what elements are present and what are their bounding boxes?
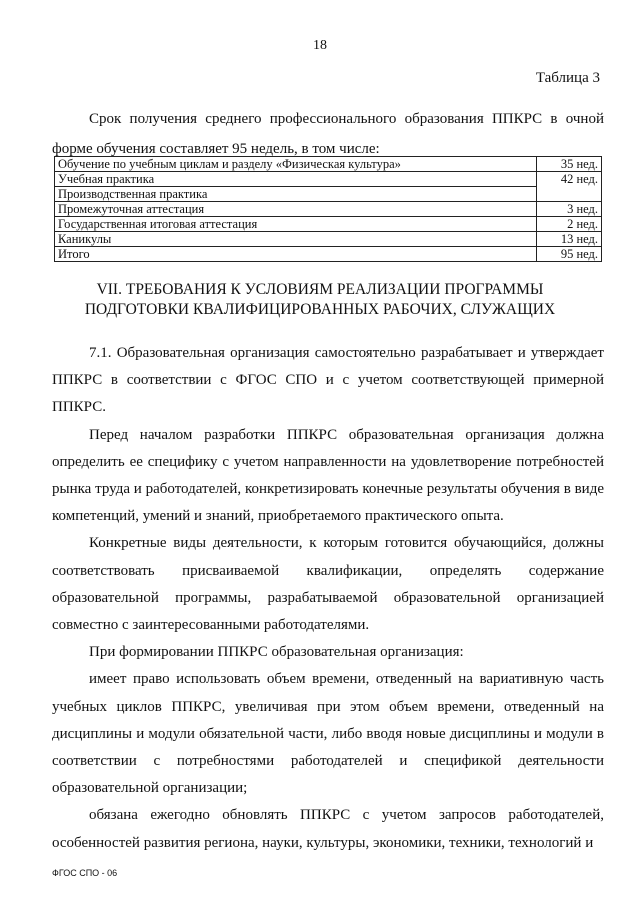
paragraph: обязана ежегодно обновлять ППКРС с учетом запросов работодателей, особенностей развития региона, науки, культуры, экономики, техники, технологий и <box>52 807 604 851</box>
row-value: 42 нед. <box>537 172 602 187</box>
table-row <box>55 172 602 187</box>
intro-paragraph: Срок получения среднего профессионального образования ППКРС в очной форме обучения составляет 95 недель, в том числе: <box>52 111 604 157</box>
section-heading <box>0 280 640 320</box>
section-heading-line1: VII. ТРЕБОВАНИЯ К УСЛОВИЯМ РЕАЛИЗАЦИИ ПРОГРАММЫ <box>96 281 544 298</box>
table-row <box>55 157 602 172</box>
table-row <box>55 187 602 202</box>
paragraph: При формировании ППКРС образовательная организация: <box>89 644 464 661</box>
table-label: Таблица 3 <box>535 70 600 86</box>
paragraph: 7.1. Образовательная организация самостоятельно разрабатывает и утверждает ППКРС в соответствии с ФГОС СПО и с учетом соответствующей примерной ППКРС. <box>52 345 604 416</box>
row-label: Учебная практика <box>55 172 537 187</box>
paragraph: Перед началом разработки ППКРС образовательная организация должна определить ее специфику с учетом направленности на удовлетворение потребностей рынка труда и работодателей, конкретизировать конечные результаты обучения в виде компетенций, умений и знаний, приобретаемого практического опыта. <box>52 426 604 525</box>
row-label: Обучение по учебным циклам и разделу «Физическая культура» <box>55 157 537 172</box>
paragraph: имеет право использовать объем времени, отведенный на вариативную часть учебных циклов ППКРС, увеличивая при этом объем времени, отведенный на дисциплины и модули обязательной части, либо вводя новые дисциплины и модули в соответствии с потребностями работодателей и спецификой деятельности образовательной организации; <box>52 671 604 797</box>
page-number: 18 <box>313 38 327 53</box>
row-value: 95 нед. <box>537 247 602 262</box>
row-label: Государственная итоговая аттестация <box>55 217 537 232</box>
study-weeks-table <box>54 156 602 262</box>
row-value: 13 нед. <box>537 232 602 247</box>
section-heading-line2: ПОДГОТОВКИ КВАЛИФИЦИРОВАННЫХ РАБОЧИХ, СЛУЖАЩИХ <box>84 301 556 318</box>
table-row <box>55 232 602 247</box>
row-value: 3 нед. <box>537 202 602 217</box>
row-label: Производственная практика <box>55 187 537 202</box>
row-label: Каникулы <box>55 232 537 247</box>
paragraph: Конкретные виды деятельности, к которым готовится обучающийся, должны соответствовать присваиваемой квалификации, определять содержание образовательной программы, разрабатываемой образовательной организацией совместно с заинтересованными работодателями. <box>52 535 604 634</box>
row-value <box>537 187 602 202</box>
section-body <box>52 340 604 857</box>
footer-code: ФГОС СПО - 06 <box>52 868 118 878</box>
table-row <box>55 217 602 232</box>
row-label: Итого <box>55 247 537 262</box>
row-value: 35 нед. <box>537 157 602 172</box>
row-label: Промежуточная аттестация <box>55 202 537 217</box>
row-value: 2 нед. <box>537 217 602 232</box>
table-row <box>55 202 602 217</box>
table-row <box>55 247 602 262</box>
